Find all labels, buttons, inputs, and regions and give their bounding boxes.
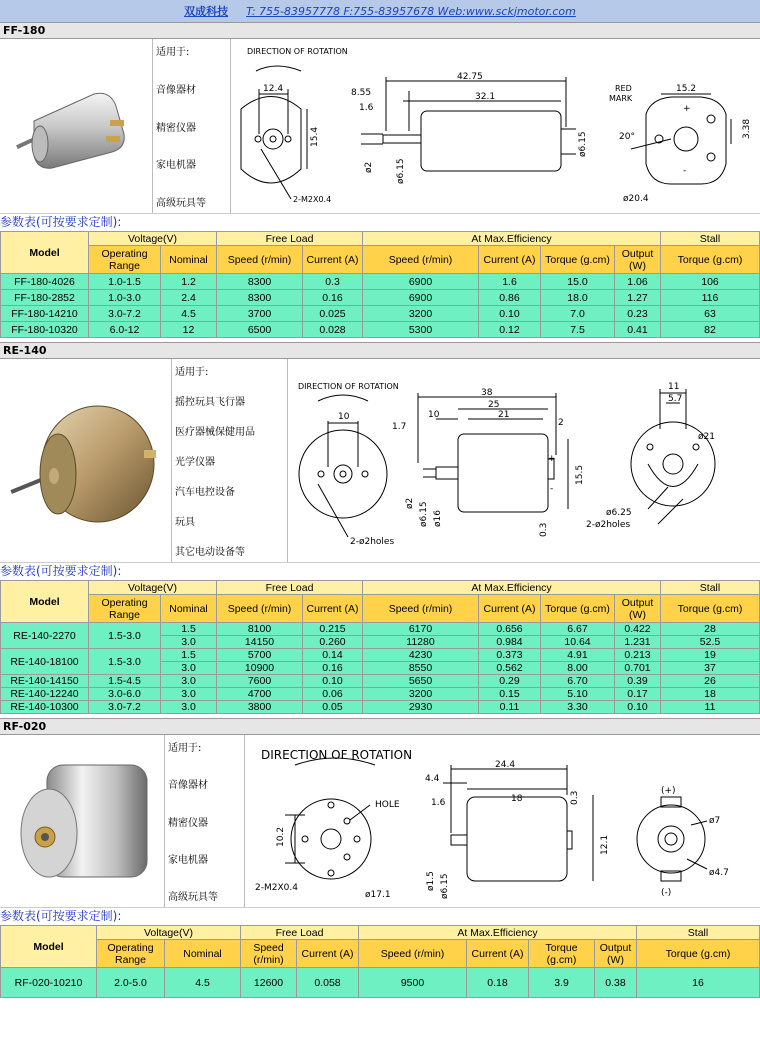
value-cell: 0.260 — [303, 636, 363, 649]
value-cell: 1.5 — [161, 623, 217, 636]
col-header-torque: Torque (g.cm) — [529, 940, 595, 968]
drawing-label: 3.38 — [742, 118, 752, 139]
value-cell: 5700 — [217, 649, 303, 662]
value-cell: 1.5-4.5 — [89, 675, 161, 688]
col-header-speed: Speed (r/min) — [363, 246, 479, 274]
params-title: 参数表(可按要求定制): — [0, 564, 122, 578]
app-item: 适用于: — [156, 47, 190, 58]
app-item: 光学仪器 — [175, 457, 215, 468]
drawing-label: ø21 — [698, 432, 715, 442]
drawing-label: - — [550, 484, 554, 494]
value-cell: 28 — [661, 623, 760, 636]
value-cell: 6900 — [363, 274, 479, 290]
value-cell: 3.9 — [529, 968, 595, 998]
col-header-torque: Torque (g.cm) — [637, 940, 760, 968]
value-cell: 4.5 — [161, 306, 217, 322]
drawing-label: 21 — [498, 410, 510, 420]
app-item: 适用于: — [175, 367, 209, 378]
section-header-re140: RE-140 — [0, 342, 760, 359]
drawing-label: 42.75 — [457, 72, 483, 82]
drawing-label: ø6.15 — [440, 873, 450, 899]
drawing-label: HOLE — [375, 800, 400, 810]
col-header-max-eff: At Max.Efficiency — [359, 926, 637, 940]
col-header-voltage: Voltage(V) — [97, 926, 241, 940]
value-cell: 0.215 — [303, 623, 363, 636]
col-header-torque: Torque (g.cm) — [661, 595, 760, 623]
col-header-free-load: Free Load — [241, 926, 359, 940]
value-cell: 10.64 — [541, 636, 615, 649]
value-cell: 3200 — [363, 306, 479, 322]
col-header-model: Model — [1, 581, 89, 623]
drawing-label: 2-M2X0.4 — [293, 195, 332, 204]
value-cell: 14150 — [217, 636, 303, 649]
col-header-output: Output (W) — [615, 595, 661, 623]
drawing-label: 10 — [428, 410, 440, 420]
drawing-label: ø4.7 — [709, 868, 729, 878]
col-header-stall: Stall — [637, 926, 760, 940]
col-header-torque: Torque (g.cm) — [541, 246, 615, 274]
value-cell: 0.11 — [479, 701, 541, 714]
drawing-label: 11 — [668, 382, 680, 392]
params-title: 参数表(可按要求定制): — [0, 909, 122, 923]
value-cell: 0.17 — [615, 688, 661, 701]
value-cell: 0.10 — [615, 701, 661, 714]
value-cell: 1.6 — [479, 274, 541, 290]
col-header-voltage: Voltage(V) — [89, 232, 217, 246]
col-header-model: Model — [1, 926, 97, 968]
drawing-label: 0.3 — [539, 522, 549, 537]
app-item: 摇控玩具飞行器 — [175, 397, 245, 408]
drawing-label: ø7 — [709, 816, 721, 826]
value-cell: 0.422 — [615, 623, 661, 636]
value-cell: 37 — [661, 662, 760, 675]
model-cell: RE-140-12240 — [1, 688, 89, 701]
drawing-label: 15.2 — [676, 84, 697, 94]
value-cell: 0.12 — [479, 322, 541, 338]
drawing-label: 15.4 — [310, 126, 320, 147]
value-cell: 1.06 — [615, 274, 661, 290]
value-cell: 19 — [661, 649, 760, 662]
value-cell: 4.5 — [165, 968, 241, 998]
value-cell: 0.656 — [479, 623, 541, 636]
value-cell: 0.984 — [479, 636, 541, 649]
value-cell: 4700 — [217, 688, 303, 701]
value-cell: 0.058 — [297, 968, 359, 998]
value-cell: 6900 — [363, 290, 479, 306]
col-header-current: Current (A) — [303, 246, 363, 274]
drawing-label: + — [548, 454, 556, 464]
value-cell: 2.4 — [161, 290, 217, 306]
col-header-current: Current (A) — [303, 595, 363, 623]
value-cell: 11 — [661, 701, 760, 714]
col-header-current: Current (A) — [479, 595, 541, 623]
value-cell: 1.27 — [615, 290, 661, 306]
app-item: 精密仪器 — [168, 817, 208, 829]
value-cell: 3.30 — [541, 701, 615, 714]
drawing-label: - — [683, 166, 687, 176]
col-header-current: Current (A) — [479, 246, 541, 274]
value-cell: 0.10 — [479, 306, 541, 322]
spec-table-rf020 — [0, 925, 760, 998]
value-cell: 4.91 — [541, 649, 615, 662]
drawing-label: 12.4 — [263, 84, 284, 94]
value-cell: 7600 — [217, 675, 303, 688]
value-cell: 6.70 — [541, 675, 615, 688]
drawing-label: (+) — [661, 786, 676, 796]
drawing-label: ø2 — [405, 497, 415, 509]
params-title: 参数表(可按要求定制): — [0, 215, 122, 229]
app-item: 汽车电控设备 — [175, 487, 235, 498]
value-cell: 3.0 — [161, 675, 217, 688]
drawing-label: 2-ø2holes — [350, 537, 395, 547]
app-item: 医疗器械保健用品 — [175, 427, 255, 438]
value-cell: 5650 — [363, 675, 479, 688]
value-cell: 8.00 — [541, 662, 615, 675]
col-header-model: Model — [1, 232, 89, 274]
table-row — [1, 274, 760, 290]
model-cell: FF-180-14210 — [1, 306, 89, 322]
value-cell: 0.86 — [479, 290, 541, 306]
value-cell: 0.16 — [303, 662, 363, 675]
value-cell: 0.213 — [615, 649, 661, 662]
app-item: 音像器材 — [156, 84, 196, 96]
value-cell: 7.0 — [541, 306, 615, 322]
app-item: 家电机器 — [156, 160, 196, 172]
value-cell: 1.5 — [161, 649, 217, 662]
value-cell: 0.39 — [615, 675, 661, 688]
top-bar — [0, 0, 760, 22]
value-cell: 0.373 — [479, 649, 541, 662]
value-cell: 5.10 — [541, 688, 615, 701]
spec-table-ff180 — [0, 231, 760, 338]
table-row — [1, 688, 760, 701]
model-cell: RE-140-2270 — [1, 623, 89, 649]
drawing-label: 20° — [619, 132, 635, 142]
col-header-current: Current (A) — [467, 940, 529, 968]
value-cell: 0.29 — [479, 675, 541, 688]
table-row — [1, 306, 760, 322]
value-cell: 0.38 — [595, 968, 637, 998]
table-row — [1, 322, 760, 338]
drawing-label: ø2 — [364, 161, 374, 173]
col-header-speed: Speed (r/min) — [217, 246, 303, 274]
motor-photo-rf020 — [0, 735, 165, 907]
drawing-label: DIRECTION OF ROTATION — [261, 748, 413, 762]
value-cell: 0.41 — [615, 322, 661, 338]
col-header-speed: Speed (r/min) — [241, 940, 297, 968]
app-item: 精密仪器 — [156, 122, 196, 134]
company-link[interactable]: 双成科技 — [184, 5, 229, 18]
value-cell: 1.0-3.0 — [89, 290, 161, 306]
drawing-label: 25 — [488, 400, 500, 410]
applications-re140 — [172, 359, 288, 562]
model-cell: RF-020-10210 — [1, 968, 97, 998]
model-cell: FF-180-2852 — [1, 290, 89, 306]
col-header-output: Output (W) — [595, 940, 637, 968]
drawing-label: ø6.15 — [578, 131, 588, 157]
value-cell: 10900 — [217, 662, 303, 675]
col-header-speed: Speed (r/min) — [217, 595, 303, 623]
model-cell: FF-180-4026 — [1, 274, 89, 290]
model-cell: RE-140-14150 — [1, 675, 89, 688]
value-cell: 0.18 — [467, 968, 529, 998]
value-cell: 6.0-12 — [89, 322, 161, 338]
value-cell: 4230 — [363, 649, 479, 662]
app-item: 家电机器 — [168, 854, 208, 866]
dimension-drawings-re140 — [288, 359, 760, 562]
value-cell: 3.0 — [161, 688, 217, 701]
motor-photo-re140 — [0, 359, 172, 562]
drawing-label: ø16 — [433, 510, 443, 527]
value-cell: 16 — [637, 968, 760, 998]
app-item: 适用于: — [168, 743, 202, 754]
col-header-torque: Torque (g.cm) — [661, 246, 760, 274]
value-cell: 0.15 — [479, 688, 541, 701]
col-header-max-eff: At Max.Efficiency — [363, 581, 661, 595]
drawing-svg-rf020 — [245, 735, 760, 908]
app-item: 高级玩具等 — [168, 892, 218, 903]
drawing-label: ø6.25 — [606, 508, 632, 518]
value-cell: 8300 — [217, 290, 303, 306]
value-cell: 12 — [161, 322, 217, 338]
drawing-label: 0.3 — [570, 790, 580, 805]
col-header-nominal: Nominal — [165, 940, 241, 968]
value-cell: 3200 — [363, 688, 479, 701]
value-cell: 9500 — [359, 968, 467, 998]
value-cell: 3.0-7.2 — [89, 701, 161, 714]
drawing-label: MARK — [609, 94, 633, 103]
drawing-label: DIRECTION OF ROTATION — [298, 382, 399, 391]
drawing-svg-ff180 — [231, 39, 760, 214]
value-cell: 6170 — [363, 623, 479, 636]
value-cell: 8550 — [363, 662, 479, 675]
value-cell: 8300 — [217, 274, 303, 290]
drawing-label: 1.6 — [359, 103, 374, 113]
col-header-operating-range: Operating Range — [97, 940, 165, 968]
drawing-label: 1.6 — [431, 798, 446, 808]
col-header-output: Output (W) — [615, 246, 661, 274]
app-item: 音像器材 — [168, 780, 208, 792]
value-cell: 0.16 — [303, 290, 363, 306]
value-cell: 0.14 — [303, 649, 363, 662]
applications-ff180 — [153, 39, 231, 213]
section-header-ff180: FF-180 — [0, 22, 760, 39]
drawing-label: RED — [615, 84, 632, 93]
value-cell: 6.67 — [541, 623, 615, 636]
value-cell: 26 — [661, 675, 760, 688]
col-header-free-load: Free Load — [217, 581, 363, 595]
col-header-max-eff: At Max.Efficiency — [363, 232, 661, 246]
col-header-speed: Speed (r/min) — [363, 595, 479, 623]
value-cell: 1.5-3.0 — [89, 649, 161, 675]
drawing-label: DIRECTION OF ROTATION — [247, 47, 348, 56]
dimension-drawings-rf020 — [245, 735, 760, 907]
drawing-label: 4.4 — [425, 774, 440, 784]
drawing-label: ø6.15 — [419, 501, 429, 527]
value-cell: 1.2 — [161, 274, 217, 290]
drawing-label: + — [683, 104, 691, 114]
col-header-operating-range: Operating Range — [89, 595, 161, 623]
table-row — [1, 623, 760, 636]
col-header-nominal: Nominal — [161, 246, 217, 274]
motor-photo-ff180 — [0, 39, 153, 213]
col-header-torque: Torque (g.cm) — [541, 595, 615, 623]
drawing-label: ø20.4 — [623, 194, 649, 204]
value-cell: 0.028 — [303, 322, 363, 338]
value-cell: 2930 — [363, 701, 479, 714]
drawing-label: 10.2 — [276, 826, 286, 847]
value-cell: 3.0-7.2 — [89, 306, 161, 322]
value-cell: 7.5 — [541, 322, 615, 338]
value-cell: 11280 — [363, 636, 479, 649]
value-cell: 82 — [661, 322, 760, 338]
app-item: 玩具 — [175, 517, 195, 528]
value-cell: 15.0 — [541, 274, 615, 290]
section-body-rf020 — [0, 735, 760, 908]
table-row — [1, 968, 760, 998]
value-cell: 106 — [661, 274, 760, 290]
col-header-nominal: Nominal — [161, 595, 217, 623]
drawing-svg-re140 — [288, 359, 760, 563]
value-cell: 63 — [661, 306, 760, 322]
value-cell: 0.23 — [615, 306, 661, 322]
value-cell: 0.10 — [303, 675, 363, 688]
model-cell: FF-180-10320 — [1, 322, 89, 338]
value-cell: 1.0-1.5 — [89, 274, 161, 290]
spec-table-re140 — [0, 580, 760, 714]
table-row — [1, 649, 760, 662]
drawing-label: 10 — [338, 412, 350, 422]
value-cell: 3.0 — [161, 662, 217, 675]
value-cell: 3.0-6.0 — [89, 688, 161, 701]
drawing-label: 2 — [558, 418, 564, 428]
value-cell: 0.562 — [479, 662, 541, 675]
drawing-label: ø17.1 — [365, 890, 391, 900]
drawing-label: 38 — [481, 388, 493, 398]
value-cell: 6500 — [217, 322, 303, 338]
value-cell: 18.0 — [541, 290, 615, 306]
drawing-label: (-) — [661, 888, 672, 898]
value-cell: 0.701 — [615, 662, 661, 675]
value-cell: 3800 — [217, 701, 303, 714]
value-cell: 0.06 — [303, 688, 363, 701]
table-row — [1, 675, 760, 688]
col-header-speed: Speed (r/min) — [359, 940, 467, 968]
app-item: 其它电动设备等 — [175, 547, 245, 558]
contact-link[interactable]: T: 755-83957778 F:755-83957678 Web:www.sckjmotor.com — [246, 4, 576, 18]
drawing-label: 15.5 — [575, 464, 585, 485]
drawing-label: 2-ø2holes — [586, 520, 631, 530]
value-cell: 3.0 — [161, 636, 217, 649]
drawing-label: ø1.5 — [426, 871, 436, 891]
drawing-label: 32.1 — [475, 92, 496, 102]
value-cell: 0.025 — [303, 306, 363, 322]
value-cell: 116 — [661, 290, 760, 306]
col-header-current: Current (A) — [297, 940, 359, 968]
drawing-label: 24.4 — [495, 760, 516, 770]
value-cell: 3700 — [217, 306, 303, 322]
model-cell: RE-140-10300 — [1, 701, 89, 714]
drawing-label: 12.1 — [600, 834, 610, 855]
drawing-label: 5.7 — [668, 394, 683, 404]
value-cell: 8100 — [217, 623, 303, 636]
value-cell: 2.0-5.0 — [97, 968, 165, 998]
value-cell: 52.5 — [661, 636, 760, 649]
col-header-operating-range: Operating Range — [89, 246, 161, 274]
value-cell: 1.231 — [615, 636, 661, 649]
drawing-label: 1.7 — [392, 422, 407, 432]
app-item: 高级玩具等 — [156, 198, 206, 209]
section-body-ff180 — [0, 39, 760, 214]
value-cell: 0.05 — [303, 701, 363, 714]
table-row — [1, 290, 760, 306]
drawing-label: 2-M2X0.4 — [255, 883, 298, 893]
dimension-drawings-ff180 — [231, 39, 760, 213]
section-body-re140 — [0, 359, 760, 563]
value-cell: 3.0 — [161, 701, 217, 714]
col-header-stall: Stall — [661, 581, 760, 595]
col-header-voltage: Voltage(V) — [89, 581, 217, 595]
section-header-rf020: RF-020 — [0, 718, 760, 735]
table-row — [1, 701, 760, 714]
col-header-free-load: Free Load — [217, 232, 363, 246]
drawing-label: 8.55 — [351, 88, 372, 98]
applications-rf020 — [165, 735, 245, 907]
value-cell: 18 — [661, 688, 760, 701]
value-cell: 12600 — [241, 968, 297, 998]
model-cell: RE-140-18100 — [1, 649, 89, 675]
value-cell: 1.5-3.0 — [89, 623, 161, 649]
drawing-label: 18 — [511, 794, 523, 804]
value-cell: 5300 — [363, 322, 479, 338]
col-header-stall: Stall — [661, 232, 760, 246]
drawing-label: ø6.15 — [396, 158, 406, 184]
value-cell: 0.3 — [303, 274, 363, 290]
